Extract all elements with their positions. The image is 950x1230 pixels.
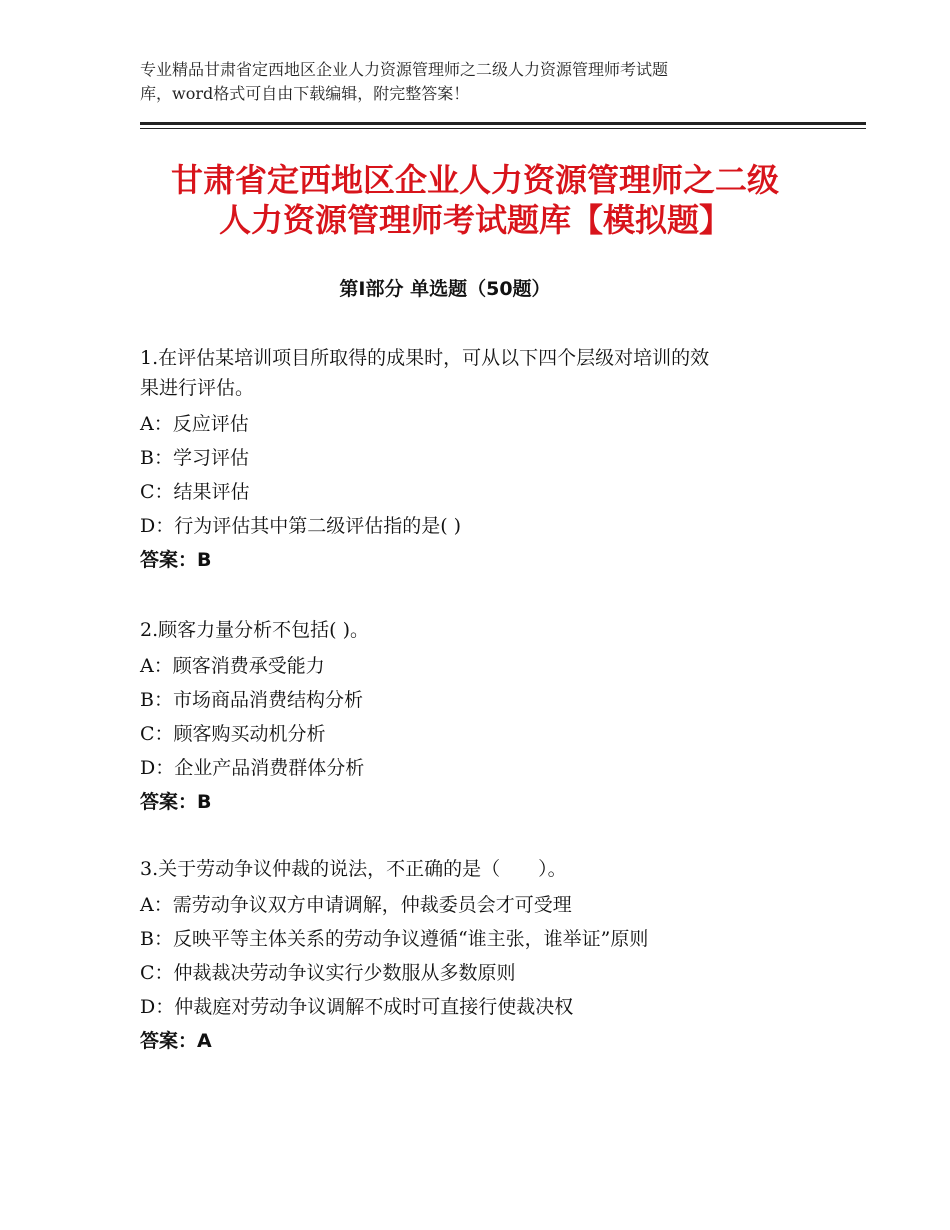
answer: 答案：A	[140, 1030, 212, 1052]
answer: 答案：B	[140, 791, 212, 813]
option-a: A：反应评估	[140, 413, 249, 435]
option-c: C：结果评估	[140, 481, 250, 503]
header-note	[140, 58, 780, 106]
question-stem	[140, 615, 820, 645]
document-title-line-2: 人力资源管理师考试题库【模拟题】	[218, 201, 731, 239]
option-c: C：顾客购买动机分析	[140, 723, 326, 745]
option-b: B：反映平等主体关系的劳动争议遵循“谁主张，谁举证”原则	[140, 928, 649, 950]
question-stem-line-1: 3.关于劳动争议仲裁的说法，不正确的是（ ）。	[140, 858, 567, 880]
option-b: B：学习评估	[140, 447, 249, 469]
question-stem-line-1: 2.顾客力量分析不包括( )。	[140, 619, 369, 641]
question-3	[140, 854, 820, 1058]
option-a: A：需劳动争议双方申请调解，仲裁委员会才可受理	[140, 894, 572, 916]
question-stem	[140, 854, 820, 884]
header-rule-thin	[140, 128, 866, 129]
option-d: D：企业产品消费群体分析	[140, 757, 365, 779]
header-note-line-2: 库，word格式可自由下载编辑，附完整答案！	[140, 84, 470, 103]
option-c: C：仲裁裁决劳动争议实行少数服从多数原则	[140, 962, 516, 984]
answer: 答案：B	[140, 549, 212, 571]
question-2	[140, 615, 820, 819]
header-rule-thick	[140, 122, 866, 125]
question-stem	[140, 343, 820, 403]
question-stem-line-2: 果进行评估。	[140, 377, 255, 399]
question-1	[140, 343, 820, 577]
option-d: D：行为评估其中第二级评估指的是( )	[140, 515, 462, 537]
option-d: D：仲裁庭对劳动争议调解不成时可直接行使裁决权	[140, 996, 574, 1018]
section-heading: 第Ⅰ部分 单选题（50题）	[339, 278, 551, 300]
option-a: A：顾客消费承受能力	[140, 655, 325, 677]
question-stem-line-1: 1.在评估某培训项目所取得的成果时，可从以下四个层级对培训的效	[140, 347, 710, 369]
option-b: B：市场商品消费结构分析	[140, 689, 363, 711]
document-title	[110, 160, 840, 240]
document-title-line-1: 甘肃省定西地区企业人力资源管理师之二级	[170, 161, 779, 199]
header-note-line-1: 专业精品甘肃省定西地区企业人力资源管理师之二级人力资源管理师考试题	[140, 60, 669, 79]
